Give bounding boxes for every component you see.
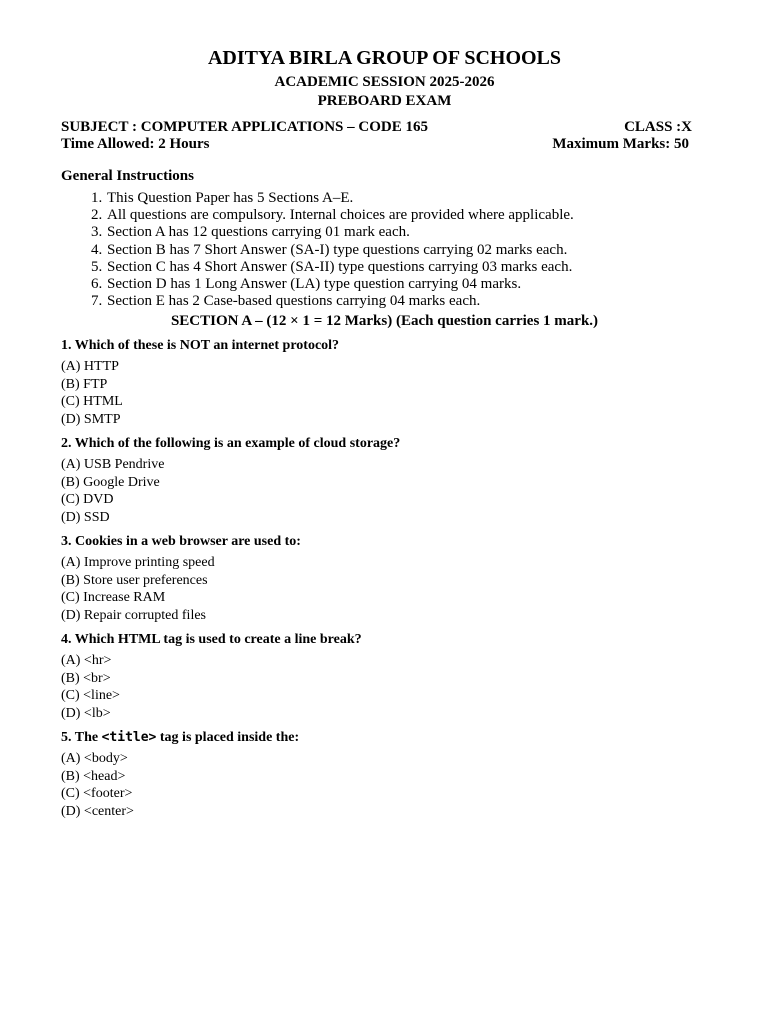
instructions-list: [61, 190, 708, 310]
option: (B) Google Drive: [61, 474, 160, 490]
question-5-code: <title>: [101, 730, 157, 746]
question-1-options: [61, 358, 708, 428]
option: (C) DVD: [61, 492, 114, 508]
question-2-options: [61, 456, 708, 526]
question-5-suffix: tag is placed inside the:: [156, 730, 300, 746]
class-label: CLASS :X: [624, 119, 692, 135]
option: (D) <center>: [61, 803, 134, 819]
academic-session: ACADEMIC SESSION 2025-2026: [274, 74, 495, 90]
instruction-item: 6. Section D has 1 Long Answer (LA) type question carrying 04 marks.: [106, 276, 708, 293]
question-5: [61, 729, 708, 747]
option: (B) <head>: [61, 768, 126, 784]
option: (B) FTP: [61, 376, 108, 392]
question-2: 2. Which of the following is an example of cloud storage?: [61, 436, 401, 452]
question-5-options: [61, 750, 708, 820]
subject-label: SUBJECT : COMPUTER APPLICATIONS – CODE 165: [61, 119, 428, 135]
school-name: ADITYA BIRLA GROUP OF SCHOOLS: [207, 47, 562, 69]
instruction-item: 2. All questions are compulsory. Internal choices are provided where applicable.: [106, 207, 708, 224]
instruction-item: 7. Section E has 2 Case-based questions carrying 04 marks each.: [106, 293, 708, 310]
subject-class-row: [61, 119, 708, 136]
question-5-prefix: 5. The: [61, 730, 102, 746]
instruction-item: 1. This Question Paper has 5 Sections A–E.: [106, 190, 708, 207]
option: (A) <body>: [61, 751, 128, 767]
time-marks-row: [61, 136, 708, 153]
option: (C) HTML: [61, 394, 123, 410]
general-instructions-title: General Instructions: [61, 168, 194, 184]
option: (A) USB Pendrive: [61, 457, 165, 473]
option: (D) Repair corrupted files: [61, 607, 206, 623]
instruction-item: 5. Section C has 4 Short Answer (SA-II) type questions carrying 03 marks each.: [106, 259, 708, 276]
option: (D) SMTP: [61, 411, 121, 427]
option: (D) SSD: [61, 509, 110, 525]
option: (C) <line>: [61, 688, 120, 704]
instruction-item: 3. Section A has 12 questions carrying 01 mark each.: [106, 224, 708, 241]
option: (A) HTTP: [61, 359, 119, 375]
exam-title: PREBOARD EXAM: [317, 93, 452, 109]
option: (D) <lb>: [61, 705, 111, 721]
option: (B) <br>: [61, 670, 111, 686]
option: (B) Store user preferences: [61, 572, 208, 588]
option: (A) Improve printing speed: [61, 555, 215, 571]
question-4: 4. Which HTML tag is used to create a line break?: [61, 632, 362, 648]
option: (C) Increase RAM: [61, 590, 166, 606]
option: (C) <footer>: [61, 786, 133, 802]
time-allowed: Time Allowed: 2 Hours: [61, 136, 210, 152]
section-a-title: SECTION A – (12 × 1 = 12 Marks) (Each question carries 1 mark.): [170, 313, 599, 330]
question-4-options: [61, 652, 708, 722]
option: (A) <hr>: [61, 653, 112, 669]
question-3-options: [61, 554, 708, 624]
instruction-item: 4. Section B has 7 Short Answer (SA-I) type questions carrying 02 marks each.: [106, 242, 708, 259]
question-3: 3. Cookies in a web browser are used to:: [61, 534, 301, 550]
maximum-marks: Maximum Marks: 50: [552, 136, 689, 152]
question-1: 1. Which of these is NOT an internet protocol?: [61, 338, 340, 354]
